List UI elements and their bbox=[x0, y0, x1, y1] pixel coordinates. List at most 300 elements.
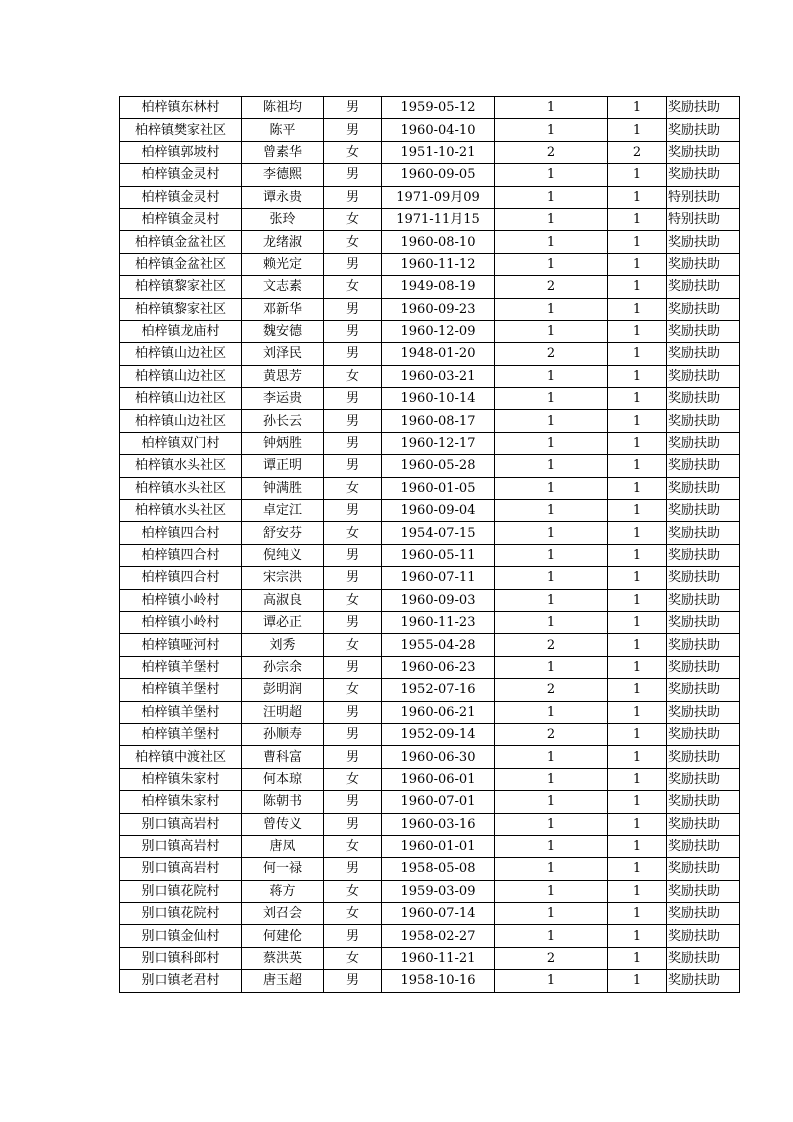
cell-location: 柏梓镇羊堡村 bbox=[120, 723, 242, 745]
cell-count-b: 2 bbox=[608, 141, 667, 163]
cell-birthdate: 1960-07-01 bbox=[382, 791, 495, 813]
cell-birthdate: 1960-01-01 bbox=[382, 835, 495, 857]
cell-count-a: 2 bbox=[495, 723, 608, 745]
cell-count-b: 1 bbox=[608, 880, 667, 902]
cell-type: 奖励扶助 bbox=[667, 611, 740, 633]
cell-location: 柏梓镇黎家社区 bbox=[120, 276, 242, 298]
table-row bbox=[120, 164, 740, 186]
cell-location: 柏梓镇龙庙村 bbox=[120, 320, 242, 342]
cell-type: 奖励扶助 bbox=[667, 320, 740, 342]
cell-type: 奖励扶助 bbox=[667, 656, 740, 678]
cell-count-b: 1 bbox=[608, 835, 667, 857]
cell-location: 柏梓镇山边社区 bbox=[120, 388, 242, 410]
table-row bbox=[120, 253, 740, 275]
cell-birthdate: 1960-09-03 bbox=[382, 589, 495, 611]
cell-name: 黄思芳 bbox=[242, 365, 324, 387]
cell-count-a: 1 bbox=[495, 589, 608, 611]
cell-birthdate: 1948-01-20 bbox=[382, 343, 495, 365]
cell-count-b: 1 bbox=[608, 186, 667, 208]
cell-name: 李运贵 bbox=[242, 388, 324, 410]
cell-count-a: 1 bbox=[495, 432, 608, 454]
cell-count-a: 1 bbox=[495, 903, 608, 925]
cell-gender: 男 bbox=[324, 723, 382, 745]
cell-location: 柏梓镇四合村 bbox=[120, 522, 242, 544]
cell-birthdate: 1960-06-23 bbox=[382, 656, 495, 678]
cell-gender: 女 bbox=[324, 768, 382, 790]
cell-count-a: 1 bbox=[495, 522, 608, 544]
cell-birthdate: 1960-11-12 bbox=[382, 253, 495, 275]
cell-type: 奖励扶助 bbox=[667, 746, 740, 768]
cell-gender: 女 bbox=[324, 947, 382, 969]
cell-count-b: 1 bbox=[608, 320, 667, 342]
cell-count-b: 1 bbox=[608, 253, 667, 275]
cell-birthdate: 1949-08-19 bbox=[382, 276, 495, 298]
cell-type: 奖励扶助 bbox=[667, 298, 740, 320]
cell-count-a: 1 bbox=[495, 208, 608, 230]
cell-count-b: 1 bbox=[608, 634, 667, 656]
cell-birthdate: 1960-08-17 bbox=[382, 410, 495, 432]
cell-gender: 男 bbox=[324, 186, 382, 208]
cell-gender: 男 bbox=[324, 164, 382, 186]
cell-count-a: 1 bbox=[495, 656, 608, 678]
cell-count-a: 2 bbox=[495, 141, 608, 163]
table-row bbox=[120, 410, 740, 432]
cell-gender: 男 bbox=[324, 925, 382, 947]
cell-gender: 男 bbox=[324, 455, 382, 477]
cell-name: 邓新华 bbox=[242, 298, 324, 320]
cell-birthdate: 1960-11-21 bbox=[382, 947, 495, 969]
cell-count-b: 1 bbox=[608, 432, 667, 454]
cell-gender: 女 bbox=[324, 276, 382, 298]
cell-count-a: 1 bbox=[495, 970, 608, 992]
cell-name: 孙长云 bbox=[242, 410, 324, 432]
cell-birthdate: 1955-04-28 bbox=[382, 634, 495, 656]
table-row bbox=[120, 903, 740, 925]
cell-location: 柏梓镇金盆社区 bbox=[120, 253, 242, 275]
cell-birthdate: 1960-08-10 bbox=[382, 231, 495, 253]
table-row bbox=[120, 276, 740, 298]
cell-location: 柏梓镇山边社区 bbox=[120, 365, 242, 387]
cell-type: 奖励扶助 bbox=[667, 925, 740, 947]
cell-location: 柏梓镇双门村 bbox=[120, 432, 242, 454]
table-row bbox=[120, 634, 740, 656]
cell-type: 奖励扶助 bbox=[667, 589, 740, 611]
cell-type: 奖励扶助 bbox=[667, 544, 740, 566]
cell-location: 柏梓镇朱家村 bbox=[120, 791, 242, 813]
table-row bbox=[120, 679, 740, 701]
cell-gender: 女 bbox=[324, 365, 382, 387]
cell-type: 奖励扶助 bbox=[667, 723, 740, 745]
cell-count-a: 2 bbox=[495, 276, 608, 298]
cell-type: 奖励扶助 bbox=[667, 253, 740, 275]
cell-count-b: 1 bbox=[608, 925, 667, 947]
cell-name: 陈平 bbox=[242, 119, 324, 141]
cell-birthdate: 1960-12-09 bbox=[382, 320, 495, 342]
cell-location: 柏梓镇小岭村 bbox=[120, 589, 242, 611]
cell-type: 奖励扶助 bbox=[667, 410, 740, 432]
cell-gender: 女 bbox=[324, 880, 382, 902]
cell-type: 奖励扶助 bbox=[667, 276, 740, 298]
cell-name: 谭正明 bbox=[242, 455, 324, 477]
cell-location: 柏梓镇山边社区 bbox=[120, 343, 242, 365]
cell-count-b: 1 bbox=[608, 947, 667, 969]
cell-location: 柏梓镇朱家村 bbox=[120, 768, 242, 790]
cell-gender: 男 bbox=[324, 97, 382, 119]
cell-count-a: 1 bbox=[495, 298, 608, 320]
table-row bbox=[120, 119, 740, 141]
cell-gender: 男 bbox=[324, 813, 382, 835]
cell-name: 汪明超 bbox=[242, 701, 324, 723]
table-row bbox=[120, 432, 740, 454]
cell-type: 奖励扶助 bbox=[667, 858, 740, 880]
cell-location: 柏梓镇金灵村 bbox=[120, 164, 242, 186]
cell-birthdate: 1960-06-21 bbox=[382, 701, 495, 723]
cell-name: 刘秀 bbox=[242, 634, 324, 656]
cell-birthdate: 1960-03-21 bbox=[382, 365, 495, 387]
cell-location: 别口镇花院村 bbox=[120, 903, 242, 925]
cell-name: 谭必正 bbox=[242, 611, 324, 633]
table-row bbox=[120, 947, 740, 969]
cell-name: 曾素华 bbox=[242, 141, 324, 163]
cell-count-b: 1 bbox=[608, 858, 667, 880]
cell-count-a: 2 bbox=[495, 679, 608, 701]
cell-gender: 男 bbox=[324, 567, 382, 589]
cell-count-a: 1 bbox=[495, 365, 608, 387]
cell-type: 奖励扶助 bbox=[667, 500, 740, 522]
cell-birthdate: 1960-01-05 bbox=[382, 477, 495, 499]
cell-location: 柏梓镇四合村 bbox=[120, 544, 242, 566]
cell-location: 柏梓镇羊堡村 bbox=[120, 656, 242, 678]
cell-count-a: 1 bbox=[495, 477, 608, 499]
cell-name: 张玲 bbox=[242, 208, 324, 230]
table-row bbox=[120, 970, 740, 992]
cell-name: 龙绪淑 bbox=[242, 231, 324, 253]
cell-gender: 女 bbox=[324, 903, 382, 925]
cell-count-b: 1 bbox=[608, 903, 667, 925]
cell-count-a: 1 bbox=[495, 858, 608, 880]
cell-gender: 女 bbox=[324, 589, 382, 611]
cell-birthdate: 1960-06-30 bbox=[382, 746, 495, 768]
table-row bbox=[120, 141, 740, 163]
cell-name: 高淑良 bbox=[242, 589, 324, 611]
cell-type: 奖励扶助 bbox=[667, 813, 740, 835]
cell-count-a: 1 bbox=[495, 746, 608, 768]
table-row bbox=[120, 500, 740, 522]
cell-name: 卓定江 bbox=[242, 500, 324, 522]
table-row bbox=[120, 388, 740, 410]
table-row bbox=[120, 97, 740, 119]
cell-birthdate: 1960-05-11 bbox=[382, 544, 495, 566]
cell-count-b: 1 bbox=[608, 679, 667, 701]
cell-count-b: 1 bbox=[608, 298, 667, 320]
cell-count-a: 1 bbox=[495, 880, 608, 902]
table-row bbox=[120, 791, 740, 813]
cell-birthdate: 1960-11-23 bbox=[382, 611, 495, 633]
cell-location: 柏梓镇山边社区 bbox=[120, 410, 242, 432]
cell-location: 别口镇花院村 bbox=[120, 880, 242, 902]
cell-count-a: 1 bbox=[495, 320, 608, 342]
cell-location: 柏梓镇黎家社区 bbox=[120, 298, 242, 320]
cell-gender: 男 bbox=[324, 746, 382, 768]
cell-type: 奖励扶助 bbox=[667, 477, 740, 499]
cell-birthdate: 1971-09月09 bbox=[382, 186, 495, 208]
table-row bbox=[120, 589, 740, 611]
cell-count-a: 1 bbox=[495, 791, 608, 813]
cell-count-a: 1 bbox=[495, 231, 608, 253]
cell-name: 彭明润 bbox=[242, 679, 324, 701]
cell-name: 蔡洪英 bbox=[242, 947, 324, 969]
cell-gender: 男 bbox=[324, 656, 382, 678]
beneficiary-table bbox=[119, 96, 740, 993]
cell-birthdate: 1958-05-08 bbox=[382, 858, 495, 880]
cell-gender: 男 bbox=[324, 343, 382, 365]
cell-location: 别口镇高岩村 bbox=[120, 813, 242, 835]
cell-count-b: 1 bbox=[608, 231, 667, 253]
cell-count-a: 1 bbox=[495, 164, 608, 186]
cell-count-b: 1 bbox=[608, 611, 667, 633]
cell-count-a: 1 bbox=[495, 186, 608, 208]
cell-type: 奖励扶助 bbox=[667, 141, 740, 163]
cell-name: 何本琼 bbox=[242, 768, 324, 790]
cell-location: 别口镇科郎村 bbox=[120, 947, 242, 969]
cell-count-a: 1 bbox=[495, 500, 608, 522]
cell-location: 柏梓镇金灵村 bbox=[120, 186, 242, 208]
cell-count-b: 1 bbox=[608, 388, 667, 410]
cell-gender: 男 bbox=[324, 320, 382, 342]
cell-count-a: 2 bbox=[495, 343, 608, 365]
cell-count-a: 1 bbox=[495, 925, 608, 947]
cell-type: 奖励扶助 bbox=[667, 455, 740, 477]
cell-type: 奖励扶助 bbox=[667, 119, 740, 141]
cell-count-b: 1 bbox=[608, 500, 667, 522]
table-row bbox=[120, 544, 740, 566]
cell-name: 刘泽民 bbox=[242, 343, 324, 365]
cell-count-b: 1 bbox=[608, 723, 667, 745]
cell-name: 宋宗洪 bbox=[242, 567, 324, 589]
cell-name: 唐玉超 bbox=[242, 970, 324, 992]
cell-location: 柏梓镇樊家社区 bbox=[120, 119, 242, 141]
cell-birthdate: 1952-07-16 bbox=[382, 679, 495, 701]
table-row bbox=[120, 656, 740, 678]
cell-type: 奖励扶助 bbox=[667, 634, 740, 656]
cell-gender: 男 bbox=[324, 253, 382, 275]
cell-name: 谭永贵 bbox=[242, 186, 324, 208]
cell-location: 柏梓镇羊堡村 bbox=[120, 679, 242, 701]
cell-name: 孙宗余 bbox=[242, 656, 324, 678]
cell-name: 刘召会 bbox=[242, 903, 324, 925]
cell-gender: 女 bbox=[324, 679, 382, 701]
cell-birthdate: 1960-05-28 bbox=[382, 455, 495, 477]
cell-type: 特别扶助 bbox=[667, 208, 740, 230]
cell-count-a: 1 bbox=[495, 567, 608, 589]
cell-name: 曾传义 bbox=[242, 813, 324, 835]
cell-name: 文志素 bbox=[242, 276, 324, 298]
cell-count-b: 1 bbox=[608, 701, 667, 723]
cell-name: 何建伦 bbox=[242, 925, 324, 947]
cell-count-a: 1 bbox=[495, 410, 608, 432]
cell-name: 赖光定 bbox=[242, 253, 324, 275]
cell-type: 奖励扶助 bbox=[667, 343, 740, 365]
cell-type: 奖励扶助 bbox=[667, 679, 740, 701]
cell-birthdate: 1960-03-16 bbox=[382, 813, 495, 835]
cell-birthdate: 1960-07-14 bbox=[382, 903, 495, 925]
cell-gender: 男 bbox=[324, 970, 382, 992]
cell-location: 柏梓镇小岭村 bbox=[120, 611, 242, 633]
cell-birthdate: 1960-12-17 bbox=[382, 432, 495, 454]
cell-gender: 女 bbox=[324, 835, 382, 857]
table-row bbox=[120, 835, 740, 857]
cell-count-a: 1 bbox=[495, 813, 608, 835]
cell-count-b: 1 bbox=[608, 455, 667, 477]
cell-count-b: 1 bbox=[608, 567, 667, 589]
cell-count-b: 1 bbox=[608, 791, 667, 813]
table-row bbox=[120, 880, 740, 902]
table-row bbox=[120, 522, 740, 544]
cell-count-a: 1 bbox=[495, 97, 608, 119]
cell-type: 奖励扶助 bbox=[667, 947, 740, 969]
table-row bbox=[120, 231, 740, 253]
cell-type: 奖励扶助 bbox=[667, 522, 740, 544]
cell-gender: 男 bbox=[324, 791, 382, 813]
cell-location: 别口镇金仙村 bbox=[120, 925, 242, 947]
cell-type: 奖励扶助 bbox=[667, 164, 740, 186]
cell-type: 奖励扶助 bbox=[667, 880, 740, 902]
cell-gender: 女 bbox=[324, 477, 382, 499]
table-row bbox=[120, 477, 740, 499]
table-body bbox=[120, 97, 740, 993]
table-row bbox=[120, 208, 740, 230]
cell-birthdate: 1954-07-15 bbox=[382, 522, 495, 544]
cell-location: 柏梓镇东林村 bbox=[120, 97, 242, 119]
cell-location: 柏梓镇金盆社区 bbox=[120, 231, 242, 253]
cell-count-b: 1 bbox=[608, 410, 667, 432]
table-row bbox=[120, 813, 740, 835]
cell-count-b: 1 bbox=[608, 768, 667, 790]
cell-birthdate: 1960-07-11 bbox=[382, 567, 495, 589]
cell-gender: 女 bbox=[324, 522, 382, 544]
cell-type: 奖励扶助 bbox=[667, 231, 740, 253]
cell-birthdate: 1952-09-14 bbox=[382, 723, 495, 745]
cell-gender: 男 bbox=[324, 701, 382, 723]
cell-type: 奖励扶助 bbox=[667, 701, 740, 723]
cell-count-b: 1 bbox=[608, 656, 667, 678]
cell-name: 何一禄 bbox=[242, 858, 324, 880]
table-row bbox=[120, 768, 740, 790]
cell-name: 陈朝书 bbox=[242, 791, 324, 813]
cell-birthdate: 1951-10-21 bbox=[382, 141, 495, 163]
cell-type: 特别扶助 bbox=[667, 186, 740, 208]
cell-count-b: 1 bbox=[608, 970, 667, 992]
cell-type: 奖励扶助 bbox=[667, 567, 740, 589]
cell-gender: 男 bbox=[324, 410, 382, 432]
cell-location: 别口镇高岩村 bbox=[120, 835, 242, 857]
cell-type: 奖励扶助 bbox=[667, 970, 740, 992]
cell-location: 柏梓镇哑河村 bbox=[120, 634, 242, 656]
cell-count-b: 1 bbox=[608, 164, 667, 186]
cell-gender: 男 bbox=[324, 432, 382, 454]
cell-count-a: 1 bbox=[495, 455, 608, 477]
cell-count-a: 2 bbox=[495, 634, 608, 656]
cell-gender: 男 bbox=[324, 298, 382, 320]
cell-location: 别口镇高岩村 bbox=[120, 858, 242, 880]
cell-location: 别口镇老君村 bbox=[120, 970, 242, 992]
cell-birthdate: 1960-09-04 bbox=[382, 500, 495, 522]
cell-location: 柏梓镇中渡社区 bbox=[120, 746, 242, 768]
cell-birthdate: 1958-02-27 bbox=[382, 925, 495, 947]
table-row bbox=[120, 365, 740, 387]
cell-gender: 男 bbox=[324, 388, 382, 410]
cell-name: 李德熙 bbox=[242, 164, 324, 186]
cell-type: 奖励扶助 bbox=[667, 97, 740, 119]
cell-count-a: 1 bbox=[495, 701, 608, 723]
cell-name: 唐凤 bbox=[242, 835, 324, 857]
cell-name: 曹科富 bbox=[242, 746, 324, 768]
cell-count-a: 1 bbox=[495, 544, 608, 566]
cell-type: 奖励扶助 bbox=[667, 365, 740, 387]
table-row bbox=[120, 343, 740, 365]
cell-count-b: 1 bbox=[608, 208, 667, 230]
cell-count-a: 2 bbox=[495, 947, 608, 969]
cell-count-b: 1 bbox=[608, 522, 667, 544]
cell-birthdate: 1959-05-12 bbox=[382, 97, 495, 119]
cell-birthdate: 1960-09-05 bbox=[382, 164, 495, 186]
cell-gender: 女 bbox=[324, 231, 382, 253]
cell-name: 蒋方 bbox=[242, 880, 324, 902]
cell-count-a: 1 bbox=[495, 253, 608, 275]
table-row bbox=[120, 320, 740, 342]
cell-name: 陈祖均 bbox=[242, 97, 324, 119]
cell-count-a: 1 bbox=[495, 611, 608, 633]
cell-name: 舒安芬 bbox=[242, 522, 324, 544]
cell-count-a: 1 bbox=[495, 835, 608, 857]
table-row bbox=[120, 567, 740, 589]
cell-name: 钟炳胜 bbox=[242, 432, 324, 454]
cell-count-b: 1 bbox=[608, 477, 667, 499]
cell-gender: 男 bbox=[324, 858, 382, 880]
cell-gender: 男 bbox=[324, 611, 382, 633]
cell-type: 奖励扶助 bbox=[667, 791, 740, 813]
cell-gender: 女 bbox=[324, 141, 382, 163]
cell-type: 奖励扶助 bbox=[667, 835, 740, 857]
table-row bbox=[120, 701, 740, 723]
cell-name: 倪纯义 bbox=[242, 544, 324, 566]
cell-count-b: 1 bbox=[608, 589, 667, 611]
cell-name: 魏安德 bbox=[242, 320, 324, 342]
cell-gender: 女 bbox=[324, 208, 382, 230]
cell-type: 奖励扶助 bbox=[667, 903, 740, 925]
cell-gender: 男 bbox=[324, 500, 382, 522]
cell-birthdate: 1958-10-16 bbox=[382, 970, 495, 992]
cell-location: 柏梓镇水头社区 bbox=[120, 500, 242, 522]
table-row bbox=[120, 298, 740, 320]
cell-count-b: 1 bbox=[608, 365, 667, 387]
cell-count-b: 1 bbox=[608, 97, 667, 119]
cell-type: 奖励扶助 bbox=[667, 388, 740, 410]
cell-count-b: 1 bbox=[608, 746, 667, 768]
cell-type: 奖励扶助 bbox=[667, 432, 740, 454]
cell-count-b: 1 bbox=[608, 276, 667, 298]
cell-count-a: 1 bbox=[495, 768, 608, 790]
cell-location: 柏梓镇羊堡村 bbox=[120, 701, 242, 723]
table-row bbox=[120, 723, 740, 745]
table-row bbox=[120, 455, 740, 477]
table-row bbox=[120, 925, 740, 947]
table-row bbox=[120, 186, 740, 208]
cell-count-b: 1 bbox=[608, 544, 667, 566]
cell-birthdate: 1960-09-23 bbox=[382, 298, 495, 320]
table-row bbox=[120, 611, 740, 633]
cell-location: 柏梓镇水头社区 bbox=[120, 477, 242, 499]
